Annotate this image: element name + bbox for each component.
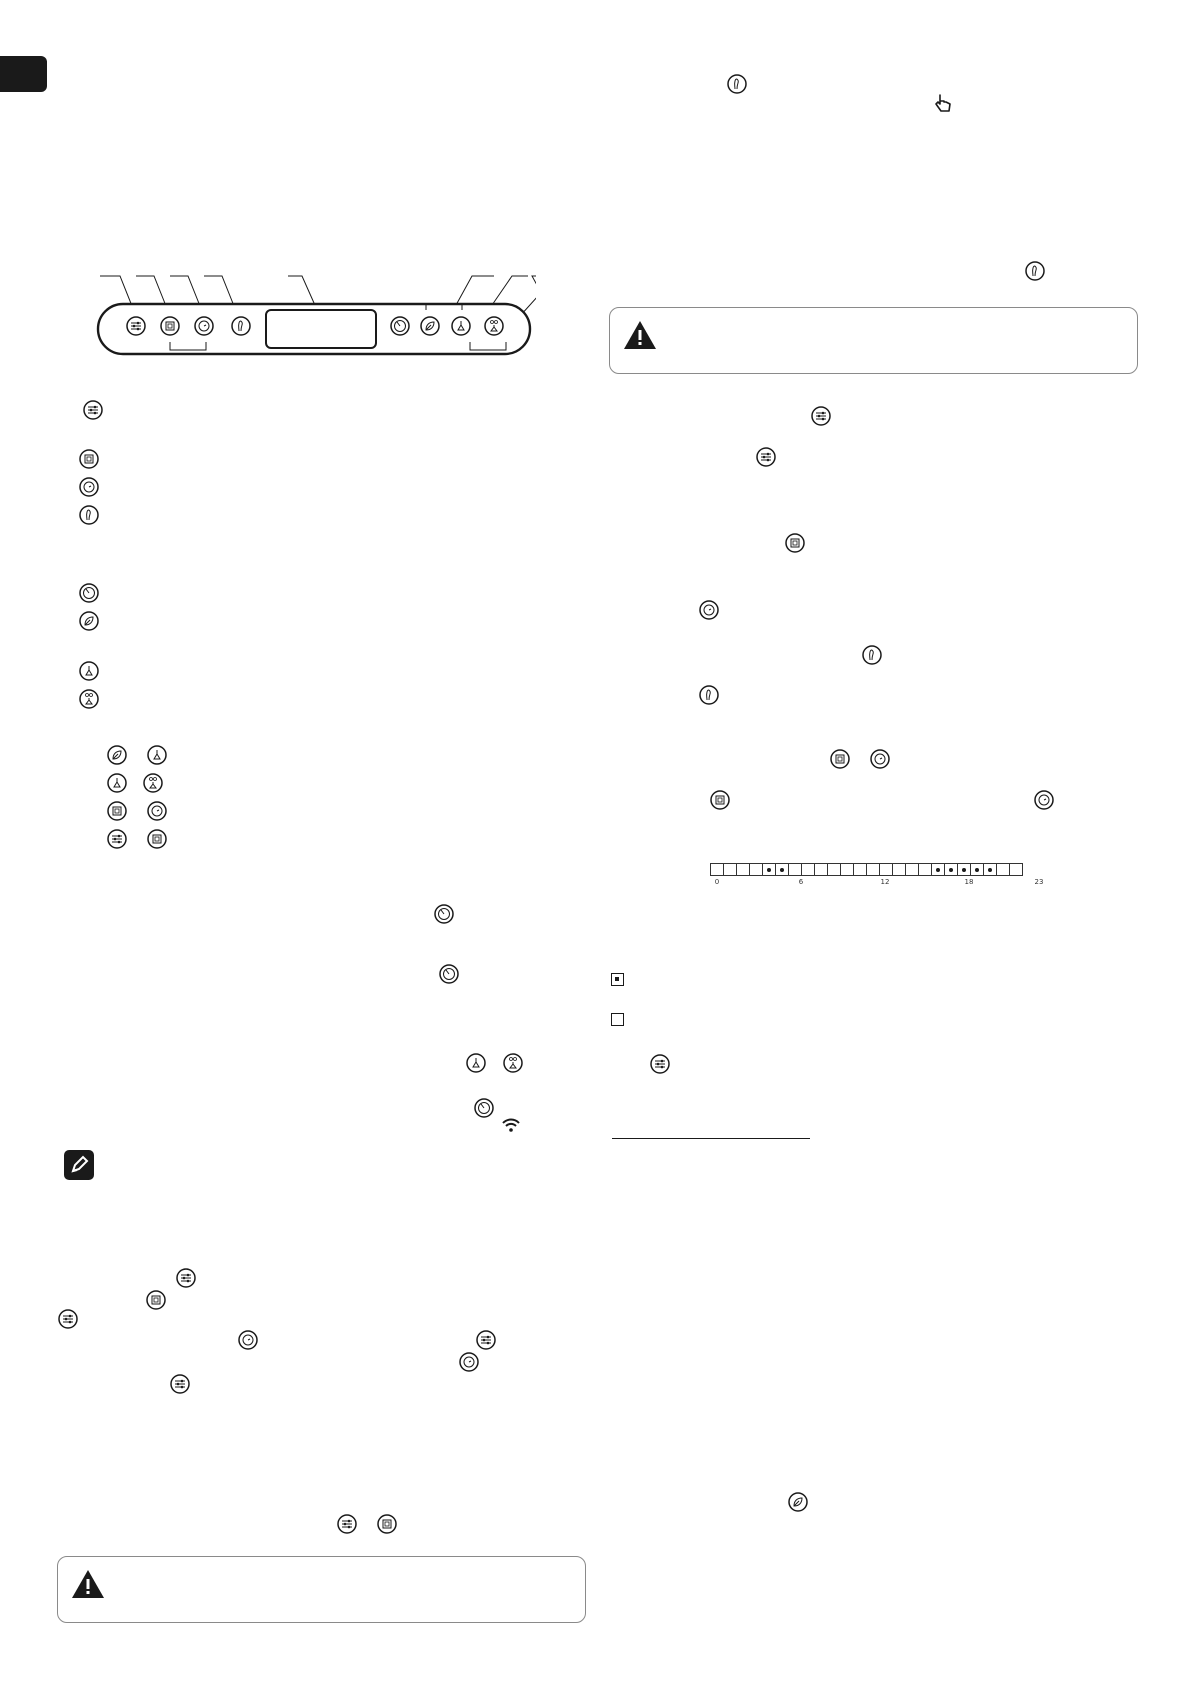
legend-program-icon	[79, 449, 99, 469]
inline-timer-icon	[870, 749, 890, 769]
warning-box	[57, 1556, 586, 1623]
combo-horn-fan-icon	[143, 773, 163, 793]
inline-eco-icon	[788, 1492, 808, 1512]
panel-hand-button[interactable]	[231, 316, 251, 336]
schedule-hour-19	[958, 863, 971, 876]
inline-program-icon	[377, 1514, 397, 1534]
legend-timer-icon	[79, 477, 99, 497]
schedule-legend-inactive	[611, 1013, 624, 1026]
schedule-hour-22	[997, 863, 1010, 876]
inline-horn-fan-icon	[503, 1053, 523, 1073]
combo-horn-boost-icon	[107, 773, 127, 793]
schedule-hour-14	[893, 863, 906, 876]
schedule-cells	[710, 863, 1023, 876]
inline-hand-icon	[862, 645, 882, 665]
schedule-ticks	[710, 878, 1044, 888]
combo-program-icon	[147, 829, 167, 849]
schedule-hour-11	[854, 863, 867, 876]
warning-box	[609, 307, 1138, 374]
schedule-bar	[710, 863, 1044, 888]
inline-hand-icon	[1025, 261, 1045, 281]
inline-settings-icon	[476, 1330, 496, 1350]
inline-timer-icon	[1034, 790, 1054, 810]
inline-power-icon	[439, 964, 459, 984]
schedule-tick-label: 12	[880, 878, 890, 886]
inline-program-icon	[146, 1290, 166, 1310]
inline-program-icon	[710, 790, 730, 810]
schedule-hour-13	[880, 863, 893, 876]
inline-hand-icon	[727, 74, 747, 94]
inline-program-icon	[785, 533, 805, 553]
schedule-hour-20	[971, 863, 984, 876]
schedule-tick-label: 18	[964, 878, 974, 886]
warning-triangle-icon	[70, 1568, 106, 1600]
schedule-hour-3	[750, 863, 763, 876]
schedule-legend-active	[611, 973, 624, 986]
inline-hand-icon	[699, 685, 719, 705]
panel-power-button[interactable]	[390, 316, 410, 336]
inline-settings-icon	[58, 1309, 78, 1329]
section-tab	[0, 56, 47, 92]
inline-settings-icon	[170, 1374, 190, 1394]
schedule-hour-4	[763, 863, 776, 876]
legend-horn-boost-icon	[79, 661, 99, 681]
schedule-hour-21	[984, 863, 997, 876]
inline-settings-icon	[756, 447, 776, 467]
panel-program-button[interactable]	[160, 316, 180, 336]
inline-power-icon	[434, 904, 454, 924]
inline-settings-icon	[176, 1268, 196, 1288]
panel-horn-fan-button[interactable]	[484, 316, 504, 336]
schedule-hour-18	[945, 863, 958, 876]
inline-timer-icon	[459, 1352, 479, 1372]
inline-settings-icon	[337, 1514, 357, 1534]
schedule-hour-2	[737, 863, 750, 876]
inline-power-icon	[474, 1098, 494, 1118]
schedule-tick-label: 6	[798, 878, 804, 886]
panel-horn-boost-button[interactable]	[451, 316, 471, 336]
inline-settings-icon	[650, 1054, 670, 1074]
inline-program-icon	[830, 749, 850, 769]
inline-horn-boost-icon	[466, 1053, 486, 1073]
panel-timer-button[interactable]	[194, 316, 214, 336]
combo-timer-icon	[147, 801, 167, 821]
panel-settings-button[interactable]	[126, 316, 146, 336]
note-pencil-icon	[64, 1150, 94, 1180]
legend-hand-icon	[79, 505, 99, 525]
inline-timer-icon	[238, 1330, 258, 1350]
legend-eco-icon	[79, 611, 99, 631]
schedule-hour-15	[906, 863, 919, 876]
schedule-tick-label: 0	[714, 878, 720, 886]
panel-eco-button[interactable]	[420, 316, 440, 336]
schedule-hour-5	[776, 863, 789, 876]
inline-timer-icon	[699, 600, 719, 620]
combo-eco-icon	[107, 745, 127, 765]
schedule-tick-label: 23	[1034, 878, 1044, 886]
schedule-hour-7	[802, 863, 815, 876]
schedule-hour-9	[828, 863, 841, 876]
section-divider	[612, 1138, 810, 1139]
combo-horn-boost-icon	[147, 745, 167, 765]
warning-triangle-icon	[622, 319, 658, 351]
schedule-hour-17	[932, 863, 945, 876]
schedule-hour-23	[1010, 863, 1023, 876]
schedule-hour-12	[867, 863, 880, 876]
schedule-hour-8	[815, 863, 828, 876]
pointer-hand-icon	[934, 93, 952, 113]
schedule-hour-10	[841, 863, 854, 876]
combo-settings-icon	[107, 829, 127, 849]
combo-program-icon	[107, 801, 127, 821]
legend-power-icon	[79, 583, 99, 603]
schedule-hour-16	[919, 863, 932, 876]
schedule-hour-6	[789, 863, 802, 876]
legend-horn-fan-icon	[79, 689, 99, 709]
legend-settings-icon	[83, 400, 103, 420]
inline-settings-icon	[811, 406, 831, 426]
schedule-hour-0	[711, 863, 724, 876]
wifi-icon	[502, 1117, 520, 1131]
schedule-hour-1	[724, 863, 737, 876]
